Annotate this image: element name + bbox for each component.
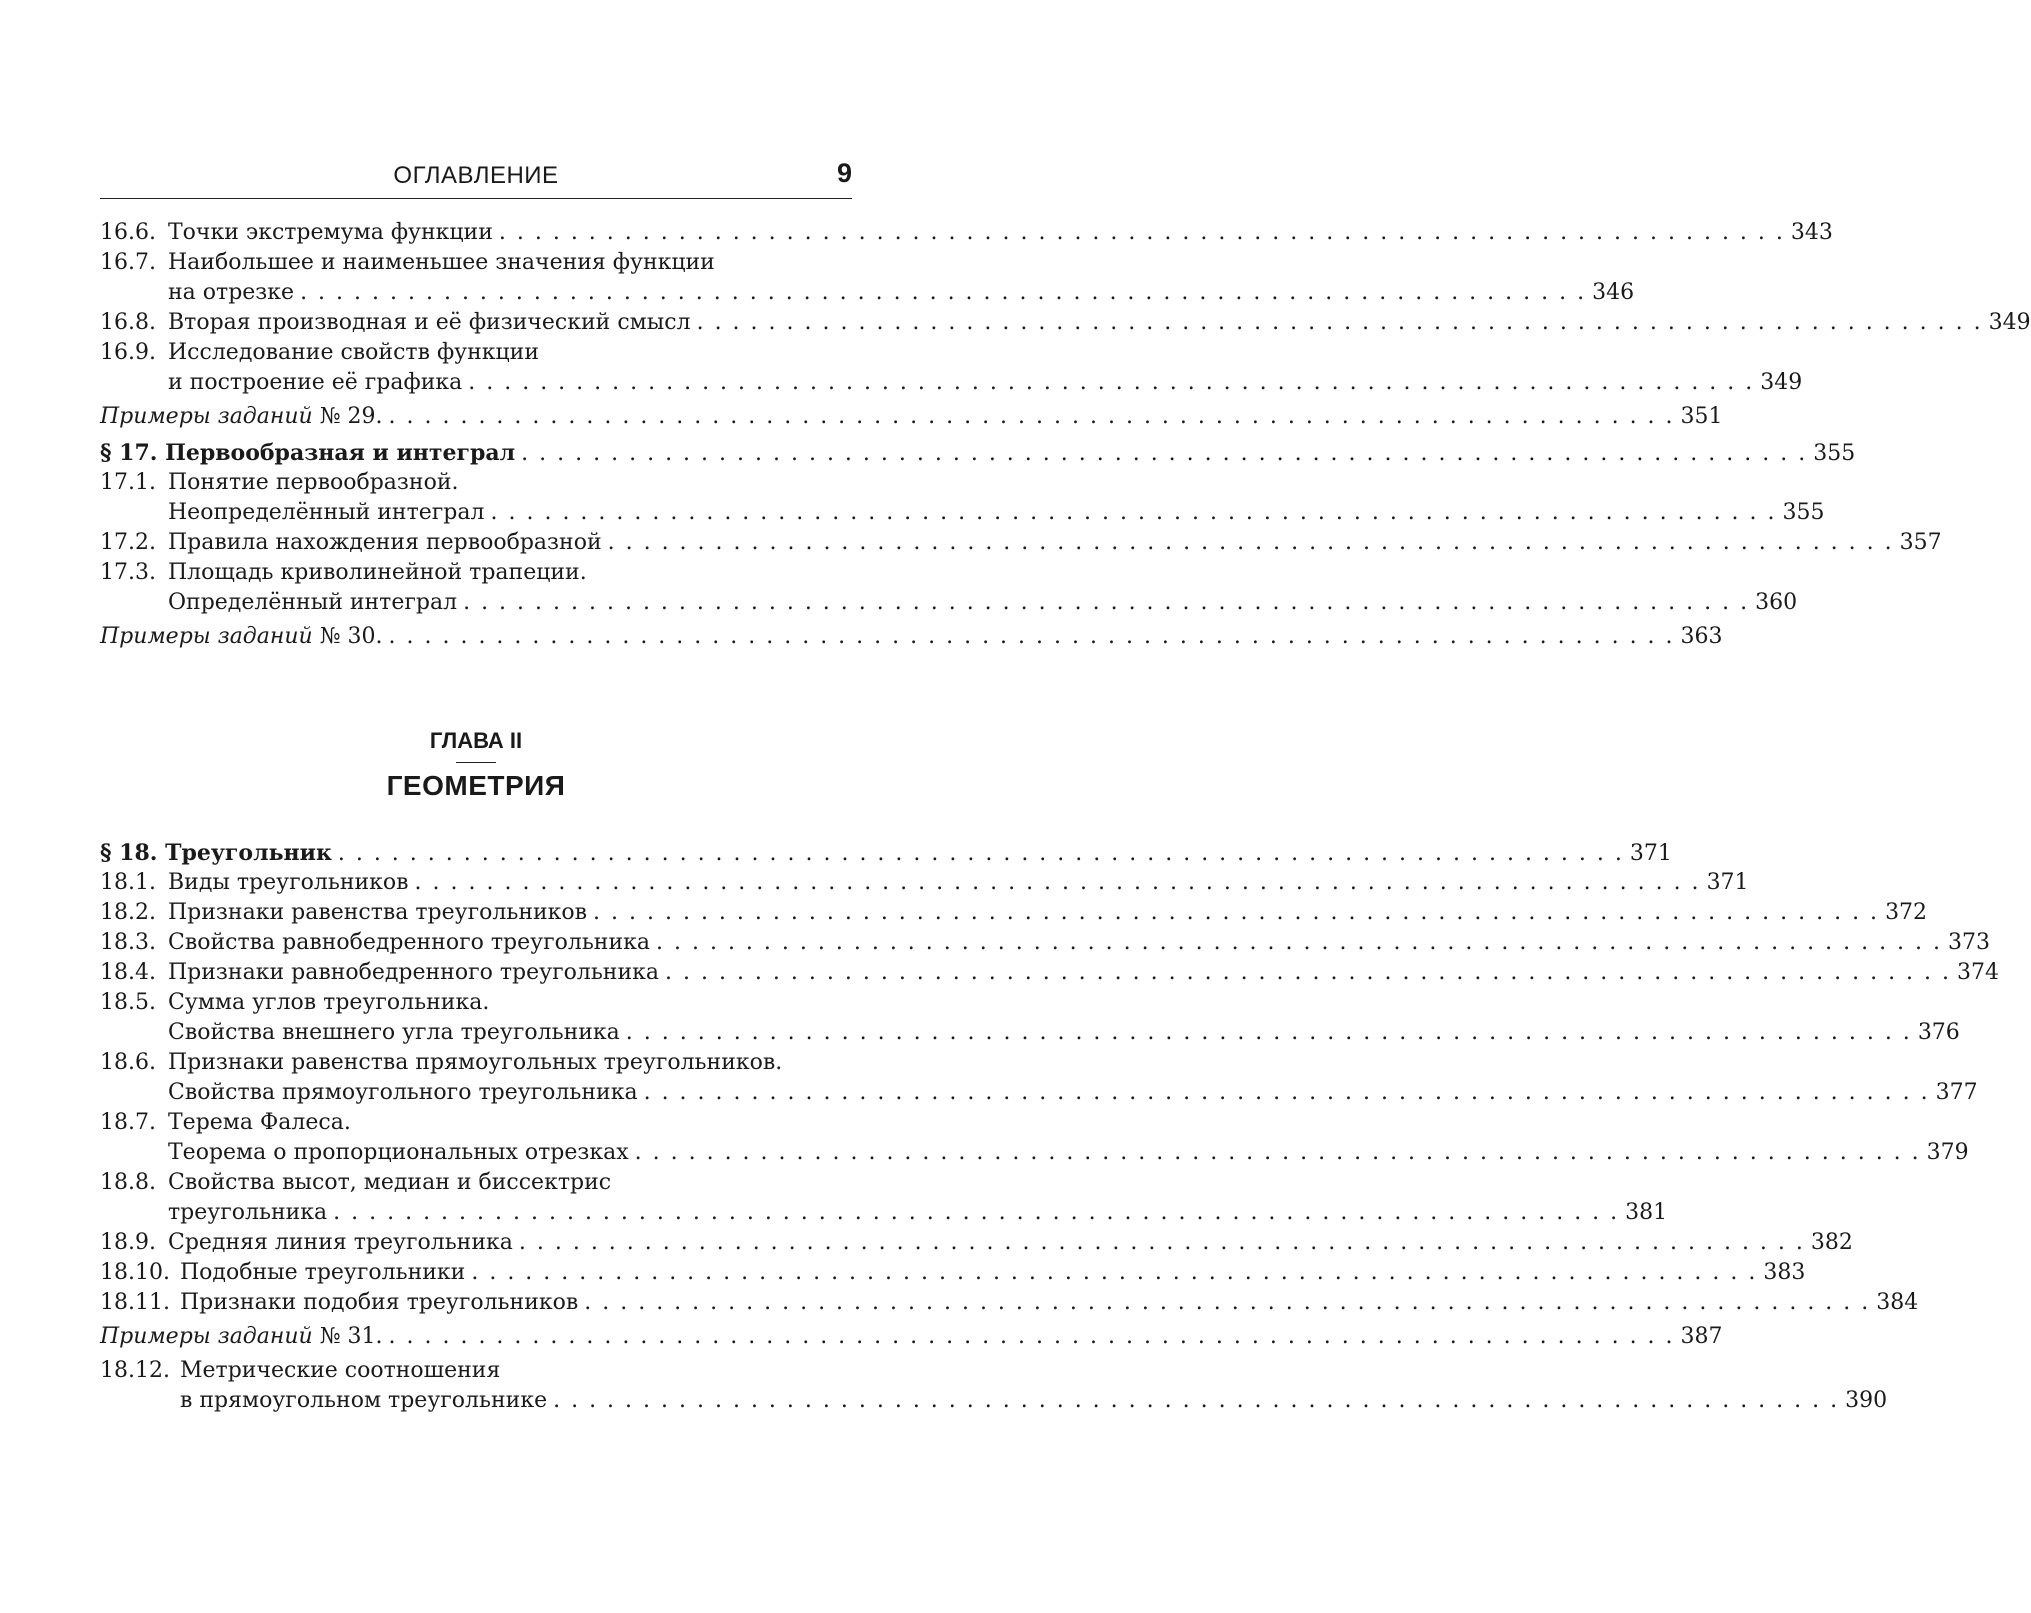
toc-entry-17-2[interactable] xyxy=(100,528,1942,558)
toc-entry-examples-30[interactable] xyxy=(100,622,1723,652)
entry-title-line1: Свойства высот, медиан и биссектрис xyxy=(168,1170,612,1195)
entry-page: 384 xyxy=(1876,1290,1919,1315)
toc-entry-18-1[interactable] xyxy=(100,868,1749,898)
entry-title-line1: Признаки равенства прямоугольных треугольников. xyxy=(168,1050,783,1075)
entry-title: Неопределённый интеграл xyxy=(168,500,485,525)
entry-number: 18.11. xyxy=(100,1290,170,1315)
entry-title-line1-text: Площадь криволинейной трапеции. xyxy=(168,560,587,585)
entry-page: 355 xyxy=(1782,500,1825,525)
examples-number: № 30. xyxy=(319,624,383,649)
entry-title-line1-text: Исследование свойств функции xyxy=(168,340,539,365)
entry-number: 16.9. xyxy=(100,340,156,365)
entry-page: 349 xyxy=(1760,370,1803,395)
chapter-title: ГЕОМЕТРИЯ xyxy=(386,770,566,801)
entry-page: 387 xyxy=(1680,1324,1723,1349)
header-title: ОГЛАВЛЕНИЕ xyxy=(393,162,559,189)
entry-first-line xyxy=(100,1356,852,1386)
chapter-heading xyxy=(100,728,852,818)
dot-leader: . . . . . . . . . . . . . . . . . . . . . . . . . . . . . . . . . . . . . . . . . . . . . . . . . . . . . . . . . . . . . . . . . . . . . . . . xyxy=(521,441,1808,466)
toc-entry-16-8[interactable] xyxy=(100,308,2031,338)
section-title: § 17. Первообразная и интеграл xyxy=(100,440,516,466)
examples-label: Примеры заданий xyxy=(100,404,313,429)
toc-top xyxy=(100,218,2031,652)
entry-title: Свойства внешнего угла треугольника xyxy=(168,1020,620,1045)
toc-entry-18-4[interactable] xyxy=(100,958,2000,988)
entry-title: Определённый интеграл xyxy=(168,590,458,615)
dot-leader: . . . . . . . . . . . . . . . . . . . . . . . . . . . . . . . . . . . . . . . . . . . . . . . . . . . . . . . . . . . . . . . . . . . . . . . . xyxy=(593,900,1880,925)
entry-number: 18.12. xyxy=(100,1358,170,1383)
entry-number: 18.6. xyxy=(100,1050,156,1075)
examples-number: № 29. xyxy=(319,404,383,429)
entry-number: 18.9. xyxy=(100,1230,156,1255)
toc-entry-17-3[interactable] xyxy=(100,588,1798,618)
entry-number: 18.7. xyxy=(100,1110,156,1135)
entry-first-line xyxy=(100,1108,852,1138)
page-number: 9 xyxy=(836,158,852,188)
toc-entry-18-7[interactable] xyxy=(100,1138,1969,1168)
entry-number: 17.3. xyxy=(100,560,156,585)
entry-first-line xyxy=(100,988,852,1018)
toc-section-18[interactable] xyxy=(100,838,1672,868)
toc-entry-18-6[interactable] xyxy=(100,1078,1978,1108)
entry-number: 18.10. xyxy=(100,1260,170,1285)
dot-leader: . . . . . . . . . . . . . . . . . . . . . . . . . . . . . . . . . . . . . . . . . . . . . . . . . . . . . . . . . . . . . . . . . . . . . . . . xyxy=(468,370,1755,395)
examples-number: № 31. xyxy=(319,1324,383,1349)
entry-page: 374 xyxy=(1957,960,2000,985)
dot-leader: . . . . . . . . . . . . . . . . . . . . . . . . . . . . . . . . . . . . . . . . . . . . . . . . . . . . . . . . . . . . . . . . . . . . . . . . xyxy=(665,960,1952,985)
entry-title: Теорема о пропорциональных отрезках xyxy=(168,1140,629,1165)
entry-first-line xyxy=(100,1168,852,1198)
entry-page: 343 xyxy=(1790,220,1833,245)
entry-title: Точки экстремума функции xyxy=(168,220,493,245)
toc-bottom xyxy=(100,838,2000,1416)
entry-title: Признаки подобия треугольников xyxy=(180,1290,579,1315)
entry-page: 351 xyxy=(1680,404,1723,429)
entry-title: Подобные треугольники xyxy=(180,1260,466,1285)
toc-entry-18-8[interactable] xyxy=(100,1198,1668,1228)
entry-number: 17.1. xyxy=(100,470,156,495)
entry-title: в прямоугольном треугольнике xyxy=(180,1388,548,1413)
dot-leader: . . . . . . . . . . . . . . . . . . . . . . . . . . . . . . . . . . . . . . . . . . . . . . . . . . . . . . . . . . . . . . . . . . . . . . . . xyxy=(333,1200,1620,1225)
examples-label: Примеры заданий xyxy=(100,1324,313,1349)
entry-number: 16.6. xyxy=(100,220,156,245)
entry-number: 16.7. xyxy=(100,250,156,275)
entry-title: и построение её графика xyxy=(168,370,463,395)
chapter-label: ГЛАВА II xyxy=(429,728,523,753)
chapter-divider xyxy=(456,762,496,763)
toc-entry-16-7[interactable] xyxy=(100,278,1635,308)
entry-number: 18.2. xyxy=(100,900,156,925)
entry-page: 379 xyxy=(1926,1140,1969,1165)
toc-section-17[interactable] xyxy=(100,438,1856,468)
running-header xyxy=(100,158,852,199)
entry-page: 363 xyxy=(1680,624,1723,649)
entry-title-line1 xyxy=(100,338,852,368)
entry-number: 17.2. xyxy=(100,530,156,555)
toc-entry-17-1[interactable] xyxy=(100,498,1825,528)
dot-leader: . . . . . . . . . . . . . . . . . . . . . . . . . . . . . . . . . . . . . . . . . . . . . . . . . . . . . . . . . . . . . . . . . . . . . . . . xyxy=(337,841,1624,866)
dot-leader: . . . . . . . . . . . . . . . . . . . . . . . . . . . . . . . . . . . . . . . . . . . . . . . . . . . . . . . . . . . . . . . . . . . . . . . . xyxy=(656,930,1943,955)
dot-leader: . . . . . . . . . . . . . . . . . . . . . . . . . . . . . . . . . . . . . . . . . . . . . . . . . . . . . . . . . . . . . . . . . . . . . . . . xyxy=(584,1290,1871,1315)
entry-title-line1: Метрические соотношения xyxy=(180,1358,501,1383)
dot-leader: . . . . . . . . . . . . . . . . . . . . . . . . . . . . . . . . . . . . . . . . . . . . . . . . . . . . . . . . . . . . . . . . . . . . . . . . xyxy=(388,1324,1675,1349)
entry-title: Средняя линия треугольника xyxy=(168,1230,513,1255)
entry-title-line1 xyxy=(100,468,852,498)
entry-page: 346 xyxy=(1592,280,1635,305)
entry-title: треугольника xyxy=(168,1200,328,1225)
toc-entry-18-5[interactable] xyxy=(100,1018,1960,1048)
entry-title-line1 xyxy=(100,248,852,278)
entry-title-line1: Терема Фалеса. xyxy=(168,1110,351,1135)
dot-leader: . . . . . . . . . . . . . . . . . . . . . . . . . . . . . . . . . . . . . . . . . . . . . . . . . . . . . . . . . . . . . . . . . . . . . . . . xyxy=(300,280,1587,305)
entry-page: 349 xyxy=(1988,310,2031,335)
entry-page: 381 xyxy=(1625,1200,1668,1225)
entry-page: 357 xyxy=(1899,530,1942,555)
entry-title-line1-text: Понятие первообразной. xyxy=(168,470,459,495)
entry-title: Правила нахождения первообразной xyxy=(168,530,602,555)
toc-entry-16-9[interactable] xyxy=(100,368,1803,398)
entry-title: Признаки равенства треугольников xyxy=(168,900,588,925)
entry-page: 360 xyxy=(1755,590,1798,615)
toc-entry-18-12[interactable] xyxy=(100,1386,1888,1416)
entry-page: 382 xyxy=(1810,1230,1853,1255)
toc-entry-examples-29[interactable] xyxy=(100,402,1723,432)
entry-title-line1 xyxy=(100,558,852,588)
entry-page: 355 xyxy=(1813,441,1856,466)
dot-leader: . . . . . . . . . . . . . . . . . . . . . . . . . . . . . . . . . . . . . . . . . . . . . . . . . . . . . . . . . . . . . . . . . . . . . . . . xyxy=(643,1080,1930,1105)
entry-title xyxy=(100,622,383,652)
entry-title: на отрезке xyxy=(168,280,295,305)
entry-title: Вторая производная и её физический смысл xyxy=(168,310,691,335)
entry-number: 18.4. xyxy=(100,960,156,985)
toc-entry-18-2[interactable] xyxy=(100,898,1928,928)
dot-leader: . . . . . . . . . . . . . . . . . . . . . . . . . . . . . . . . . . . . . . . . . . . . . . . . . . . . . . . . . . . . . . . . . . . . . . . . xyxy=(553,1388,1840,1413)
entry-number: 18.1. xyxy=(100,870,156,895)
entry-title xyxy=(100,402,383,432)
dot-leader: . . . . . . . . . . . . . . . . . . . . . . . . . . . . . . . . . . . . . . . . . . . . . . . . . . . . . . . . . . . . . . . . . . . . . . . . xyxy=(388,624,1675,649)
toc-entry-18-10[interactable] xyxy=(100,1258,1806,1288)
entry-title: Признаки равнобедренного треугольника xyxy=(168,960,659,985)
entry-page: 390 xyxy=(1845,1388,1888,1413)
dot-leader: . . . . . . . . . . . . . . . . . . . . . . . . . . . . . . . . . . . . . . . . . . . . . . . . . . . . . . . . . . . . . . . . . . . . . . . . xyxy=(463,590,1750,615)
entry-title: Виды треугольников xyxy=(168,870,409,895)
toc-entry-18-3[interactable] xyxy=(100,928,1991,958)
entry-number: 18.8. xyxy=(100,1170,156,1195)
entry-page: 376 xyxy=(1917,1020,1960,1045)
entry-page: 371 xyxy=(1629,841,1672,866)
entry-page: 373 xyxy=(1948,930,1991,955)
entry-title-line1: Сумма углов треугольника. xyxy=(168,990,490,1015)
toc-entry-18-9[interactable] xyxy=(100,1228,1853,1258)
dot-leader: . . . . . . . . . . . . . . . . . . . . . . . . . . . . . . . . . . . . . . . . . . . . . . . . . . . . . . . . . . . . . . . . . . . . . . . . xyxy=(625,1020,1912,1045)
dot-leader: . . . . . . . . . . . . . . . . . . . . . . . . . . . . . . . . . . . . . . . . . . . . . . . . . . . . . . . . . . . . . . . . . . . . . . . . xyxy=(414,870,1701,895)
entry-title xyxy=(100,1322,383,1352)
toc-entry-18-11[interactable] xyxy=(100,1288,1919,1318)
dot-leader: . . . . . . . . . . . . . . . . . . . . . . . . . . . . . . . . . . . . . . . . . . . . . . . . . . . . . . . . . . . . . . . . . . . . . . . . xyxy=(388,404,1675,429)
entry-title: Свойства равнобедренного треугольника xyxy=(168,930,650,955)
entry-first-line xyxy=(100,1048,852,1078)
toc-entry-16-6[interactable] xyxy=(100,218,1833,248)
dot-leader: . . . . . . . . . . . . . . . . . . . . . . . . . . . . . . . . . . . . . . . . . . . . . . . . . . . . . . . . . . . . . . . . . . . . . . . . xyxy=(518,1230,1805,1255)
entry-page: 371 xyxy=(1706,870,1749,895)
entry-page: 372 xyxy=(1885,900,1928,925)
section-title: § 18. Треугольник xyxy=(100,840,332,866)
dot-leader: . . . . . . . . . . . . . . . . . . . . . . . . . . . . . . . . . . . . . . . . . . . . . . . . . . . . . . . . . . . . . . . . . . . . . . . . xyxy=(498,220,1785,245)
examples-label: Примеры заданий xyxy=(100,624,313,649)
dot-leader: . . . . . . . . . . . . . . . . . . . . . . . . . . . . . . . . . . . . . . . . . . . . . . . . . . . . . . . . . . . . . . . . . . . . . . . . xyxy=(634,1140,1921,1165)
dot-leader: . . . . . . . . . . . . . . . . . . . . . . . . . . . . . . . . . . . . . . . . . . . . . . . . . . . . . . . . . . . . . . . . . . . . . . . . xyxy=(696,310,1983,335)
entry-page: 383 xyxy=(1763,1260,1806,1285)
dot-leader: . . . . . . . . . . . . . . . . . . . . . . . . . . . . . . . . . . . . . . . . . . . . . . . . . . . . . . . . . . . . . . . . . . . . . . . . xyxy=(490,500,1777,525)
entry-title: Свойства прямоугольного треугольника xyxy=(168,1080,638,1105)
entry-number: 16.8. xyxy=(100,310,156,335)
entry-number: 18.3. xyxy=(100,930,156,955)
entry-number: 18.5. xyxy=(100,990,156,1015)
entry-title-line1-text: Наибольшее и наименьшее значения функции xyxy=(168,250,715,275)
toc-entry-examples-31[interactable] xyxy=(100,1322,1723,1352)
dot-leader: . . . . . . . . . . . . . . . . . . . . . . . . . . . . . . . . . . . . . . . . . . . . . . . . . . . . . . . . . . . . . . . . . . . . . . . . xyxy=(607,530,1894,555)
dot-leader: . . . . . . . . . . . . . . . . . . . . . . . . . . . . . . . . . . . . . . . . . . . . . . . . . . . . . . . . . . . . . . . . . . . . . . . . xyxy=(471,1260,1758,1285)
entry-page: 377 xyxy=(1935,1080,1978,1105)
